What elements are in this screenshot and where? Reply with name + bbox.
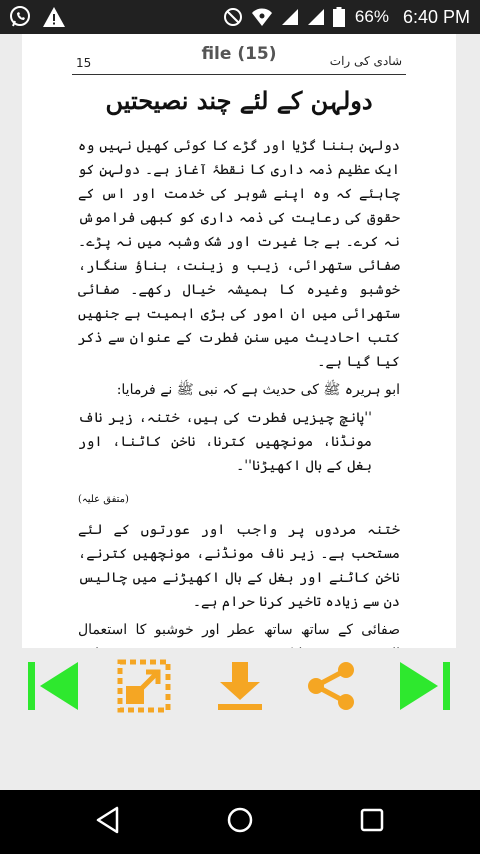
paragraph: صفائی کے ساتھ ساتھ عطر اور خوشبو کا استعمال <box>78 622 400 638</box>
battery-icon <box>333 7 345 27</box>
fit-to-screen-icon <box>116 658 172 718</box>
skip-previous-icon <box>24 658 80 718</box>
action-bar <box>0 648 480 726</box>
clock: 6:40 PM <box>402 6 470 27</box>
page-number: 15 <box>76 56 92 70</box>
running-head: شادی کی رات <box>329 54 402 68</box>
share-icon <box>304 658 360 718</box>
reference: (متفق علیہ) <box>78 494 129 505</box>
last-page-button[interactable] <box>394 656 458 720</box>
page-body <box>78 134 400 694</box>
recents-button[interactable] <box>350 800 394 844</box>
back-icon <box>95 806 121 838</box>
do-not-disturb-icon <box>223 7 243 27</box>
page-header <box>22 34 456 78</box>
navigation-bar <box>0 790 480 854</box>
download-button[interactable] <box>208 656 272 720</box>
recents-icon <box>360 808 384 836</box>
status-bar <box>0 0 480 34</box>
signal-icon <box>307 8 325 26</box>
home-button[interactable] <box>218 800 262 844</box>
whatsapp-icon <box>8 5 32 29</box>
signal-icon <box>281 8 299 26</box>
chapter-title: دولہن کے لئے چند نصیحتیں <box>105 86 373 115</box>
first-page-button[interactable] <box>20 656 84 720</box>
share-button[interactable] <box>300 656 364 720</box>
header-rule <box>72 74 406 75</box>
paragraph: ختنہ مردوں پر واجب اور عورتوں کے لئے مستحب ہے۔ زیر ناف مونڈنے، مونچھیں کترنے، ناخن کاٹنے اور بغل کے بال اکھیڑنے میں چالیس دن سے زیادہ تاخیر کرنا حرام ہے۔ <box>78 522 400 610</box>
home-icon <box>226 806 254 838</box>
battery-percent: 66% <box>354 7 389 26</box>
document-page[interactable] <box>22 34 456 648</box>
back-button[interactable] <box>86 800 130 844</box>
wifi-hotspot-icon <box>251 7 273 27</box>
paragraph: ابو ہریرہ ﷺ کی حدیث ہے کہ نبی ﷺ نے فرمایا: <box>116 382 400 398</box>
hadith-quote: ''پانچ چیزیں فطرت کی ہیں، ختنہ، زیر ناف مونڈنا، مونچھیں کترنا، ناخن کاٹنا، اور بغل کے بال اکھیڑنا''۔ <box>78 410 372 474</box>
skip-next-icon <box>398 658 454 718</box>
warning-icon <box>42 6 66 28</box>
download-icon <box>212 658 268 718</box>
fit-page-button[interactable] <box>112 656 176 720</box>
file-title: file (15) <box>201 44 277 64</box>
paragraph: دولہن بننا گڑیا اور گڑے کا کوئی کھیل نہیں وہ ایک عظیم ذمہ داری کا نقطۂ آغاز ہے۔ دولہن کو چاہئے کہ وہ اپنے شوہر کی خدمت اور اس کے حقوق کی رعایت کی ذمہ داری کو کبھی فراموش نہ کرے۔ بے جا غیرت اور شک وشبہ میں نہ پڑے۔ صفائی ستھرائی، زیب و زینت، بناؤ سنگار، خوشبو وغیرہ کا ہمیشہ خیال رکھے۔ صفائی ستھرائی میں ان امور کی بڑی اہمیت ہے جنھیں کتب احادیث میں سنن فطرت کے عنوان سے ذکر کیا گیا ہے۔ <box>78 138 400 370</box>
